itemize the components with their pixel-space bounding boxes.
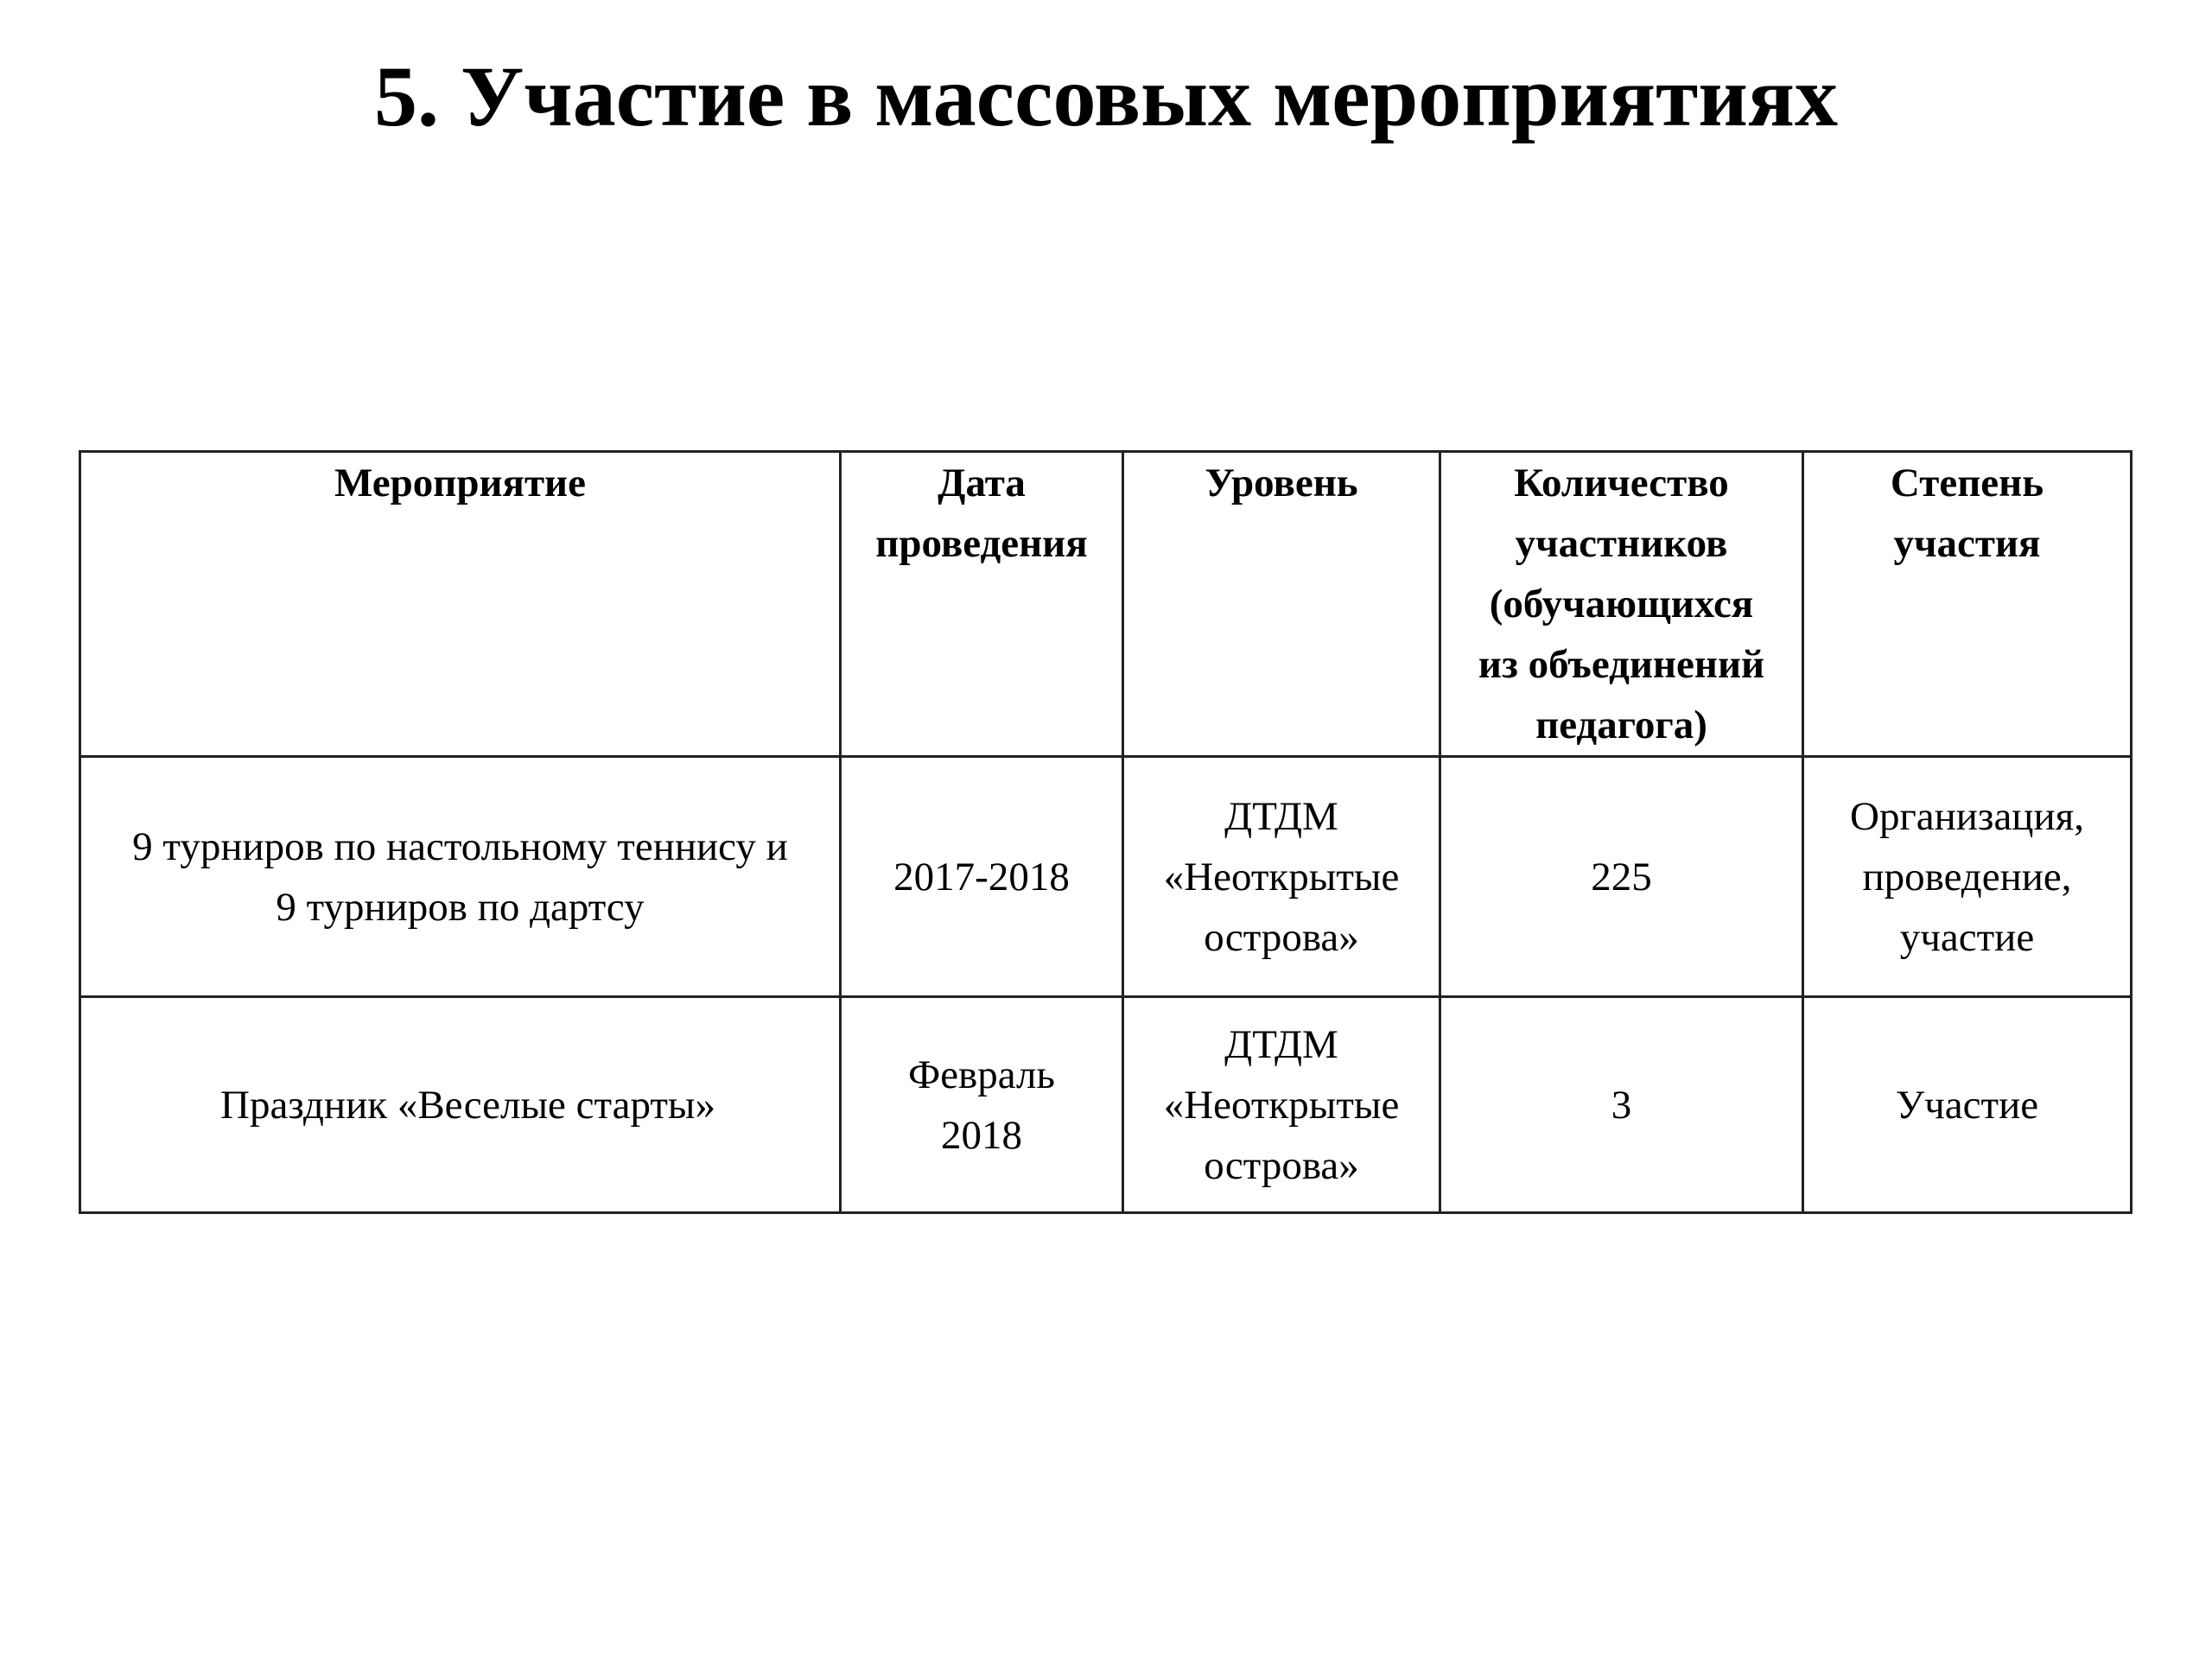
cell-degree: Участие [1803,997,2132,1213]
cell-date: 2017-2018 [841,757,1123,997]
cell-date: Февраль 2018 [841,997,1123,1213]
header-event: Мероприятие [80,452,841,757]
cell-degree: Организация, проведение, участие [1803,757,2132,997]
header-date: Дата проведения [841,452,1123,757]
events-table [79,450,2133,1214]
table-header-row [80,452,2132,757]
cell-event: Праздник «Веселые старты» [80,997,841,1213]
cell-count: 3 [1440,997,1803,1213]
cell-level: ДТДМ «Неоткрытые острова» [1123,757,1440,997]
table-row [80,997,2132,1213]
cell-level: ДТДМ «Неоткрытые острова» [1123,997,1440,1213]
header-participants-count: Количество участников (обучающихся из объединений педагога) [1440,452,1803,757]
cell-event: 9 турниров по настольному теннису и 9 турниров по дартсу [80,757,841,997]
page-title: 5. Участие в массовых мероприятиях [374,48,1838,144]
table-row [80,757,2132,997]
header-participation-degree: Степень участия [1803,452,2132,757]
cell-count: 225 [1440,757,1803,997]
header-level: Уровень [1123,452,1440,757]
